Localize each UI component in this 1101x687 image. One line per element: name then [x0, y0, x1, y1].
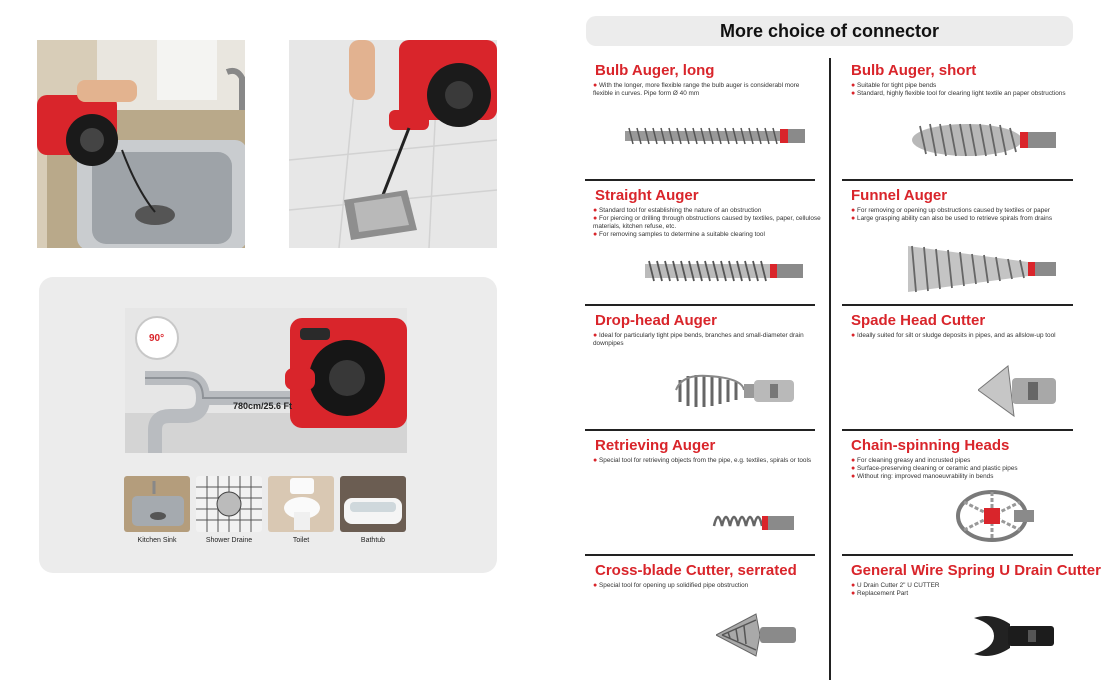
connector-bullet: With the longer, more flexible range the bulb auger is considerabl more flexible in curves. Pipe form Ø 40 mm [593, 82, 800, 97]
angle-badge-label: 90° [149, 333, 165, 344]
connector-bullet: For piercing or drilling through obstructions caused by textiles, paper, cellulose materials, kitchen refuse, etc. [593, 215, 821, 230]
thumb-label-bathtub: Bathtub [360, 537, 386, 544]
thumb-kitchen-sink [124, 476, 190, 532]
connector-desc: ● With the longer, more flexible range the bulb auger is considerabl more flexible in curves. Pipe form Ø 40 mm [593, 82, 800, 97]
row-divider [585, 304, 815, 306]
thumb-label-kitchen-sink: Kitchen Sink [137, 537, 177, 544]
connector-title: Chain-spinning Heads [851, 437, 1010, 454]
row-divider [842, 304, 1073, 306]
thumb-bathtub [340, 476, 406, 532]
retrieving-auger-image [712, 504, 794, 536]
column-divider [829, 58, 831, 680]
connector-title: Drop-head Auger [595, 312, 717, 329]
connector-desc: ● For cleaning greasy and incrusted pipes ● Surface-preserving cleaning or ceramic and plastic pipes ● Without ring: improved manoeuvrability in bends [851, 457, 1018, 480]
row-divider [842, 429, 1073, 431]
connector-title: Cross-blade Cutter, serrated [595, 562, 797, 579]
connector-bullet: For removing samples to determine a suitable clearing tool [599, 231, 765, 238]
shower-drain-photo [289, 40, 497, 248]
bulb-auger-short-image [912, 120, 1056, 160]
connector-bullet: Standard, highly flexible tool for clearing light textile an paper obstructions [857, 90, 1066, 97]
bulb-auger-long-image [625, 124, 805, 148]
u-drain-cutter-image [972, 610, 1058, 662]
connector-bullet: Suitable for tight pipe bends [857, 82, 937, 89]
connector-desc: ● Suitable for tight pipe bends ● Standard, highly flexible tool for clearing light textile an paper obstructions [851, 82, 1066, 97]
connector-bullet: Replacement Part [857, 590, 909, 597]
connector-desc: ● U Drain Cutter 2" U CUTTER ● Replacement Part [851, 582, 940, 597]
connector-title: Bulb Auger, long [595, 62, 715, 79]
connector-desc: ● Special tool for opening up solidified pipe obstruction [593, 582, 749, 589]
connector-bullet: Special tool for retrieving objects from the pipe, e.g. textiles, spirals or tools [599, 457, 812, 464]
connector-banner: More choice of connector [586, 16, 1073, 46]
row-divider [842, 554, 1073, 556]
connector-bullet: Ideal for particularly tight pipe bends, branches and small-diameter drain downpipes [593, 332, 804, 347]
connector-bullet: Large grasping ability can also be used to retrieve spirals from drains [857, 215, 1053, 222]
cable-length-label: 780cm/25.6 Ft [233, 401, 293, 411]
spade-head-cutter-image [978, 360, 1060, 422]
connector-title: Spade Head Cutter [851, 312, 986, 329]
connector-title: General Wire Spring U Drain Cutter [851, 562, 1101, 579]
connector-bullet: Surface-preserving cleaning or ceramic and plastic pipes [857, 465, 1018, 472]
connector-desc: ● Ideal for particularly tight pipe bends, branches and small-diameter drain downpipes [593, 332, 804, 347]
connector-desc: ● Standard tool for establishing the nature of an obstruction ● For piercing or drilling through obstructions caused by textiles, paper, cellulose materials, kitchen refuse, etc. ● For removing samples to determine a suitable clearing tool [593, 207, 821, 238]
connector-title: Bulb Auger, short [851, 62, 977, 79]
row-divider [842, 179, 1073, 181]
connector-title: Straight Auger [595, 187, 699, 204]
connector-bullet: U Drain Cutter 2" U CUTTER [857, 582, 940, 589]
row-divider [585, 429, 815, 431]
thumb-toilet [268, 476, 334, 532]
funnel-auger-image [908, 244, 1056, 294]
connector-bullet: For cleaning greasy and incrusted pipes [857, 457, 971, 464]
row-divider [585, 554, 815, 556]
connector-desc: ● Special tool for retrieving objects from the pipe, e.g. textiles, spirals or tools [593, 457, 812, 464]
connector-bullet: Standard tool for establishing the nature of an obstruction [599, 207, 762, 214]
cross-blade-cutter-image [716, 612, 796, 658]
row-divider [585, 179, 815, 181]
connector-title: Funnel Auger [851, 187, 948, 204]
connector-desc: ● Ideally suited for silt or sludge deposits in pipes, and as allslow-up tool [851, 332, 1056, 339]
connector-title: Retrieving Auger [595, 437, 716, 454]
straight-auger-image [645, 258, 803, 284]
chain-spinning-head-image [954, 488, 1034, 544]
thumb-label-toilet: Toilet [292, 537, 310, 544]
kitchen-sink-photo [37, 40, 245, 248]
angle-badge [135, 316, 179, 360]
connector-bullet: Ideally suited for silt or sludge deposits in pipes, and as allslow-up tool [857, 332, 1056, 339]
connector-bullet: For removing or opening up obstructions caused by textiles or paper [857, 207, 1050, 214]
connector-bullet: Without ring: improved manoeuvrability in bends [857, 473, 994, 480]
drop-head-auger-image [672, 370, 802, 410]
connector-desc: ● For removing or opening up obstructions caused by textiles or paper ● Large grasping ability can also be used to retrieve spirals from drains [851, 207, 1053, 222]
connector-bullet: Special tool for opening up solidified pipe obstruction [599, 582, 749, 589]
thumb-shower-drain [196, 476, 262, 532]
thumb-label-shower-drain: Shower Draine [205, 537, 253, 544]
